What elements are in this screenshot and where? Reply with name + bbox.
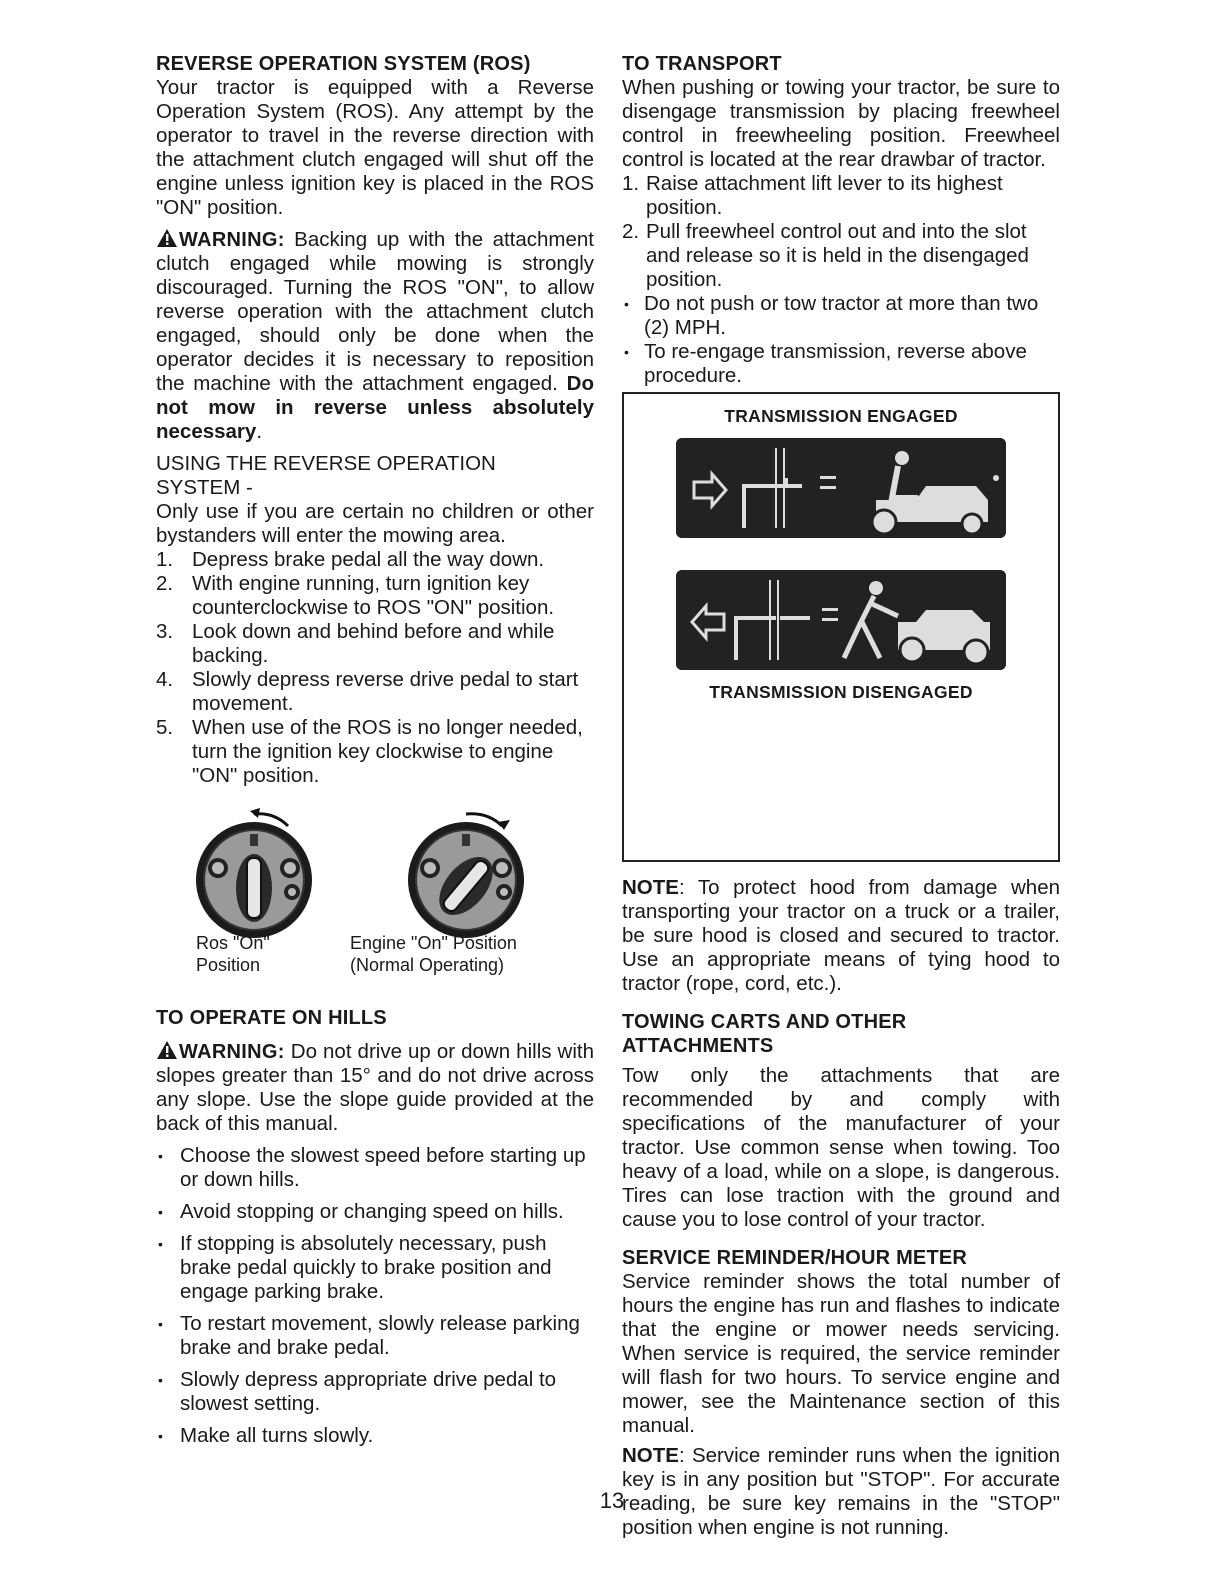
ros-intro: Your tractor is equipped with a Reverse Operation System (ROS). Any attempt by the operator to travel in the reverse direction with the attachment clutch engaged will shut off the engine unless ignition key is placed in the ROS "ON" position. — [156, 76, 594, 219]
caption-ros-on: Ros "On" Position — [196, 933, 270, 975]
list-item: • Make all turns slowly. — [156, 1424, 594, 1448]
ros-warning — [156, 228, 594, 444]
transport-intro: When pushing or towing your tractor, be sure to disengage transmission by placing freewheel control in freewheeling position. Freewheel control is located at the rear drawbar of tractor. — [622, 76, 1060, 171]
using-ros-heading: USING THE REVERSE OPERATION SYSTEM - — [156, 452, 496, 499]
service-heading: SERVICE REMINDER/HOUR METER — [622, 1247, 968, 1269]
right-column — [622, 52, 1060, 1540]
note-label: NOTE — [622, 876, 679, 899]
list-item: • To restart movement, slowly release parking brake and brake pedal. — [156, 1312, 594, 1360]
hills-warning-text: Do not drive up or down hills with slopes greater than 15° and do not drive across any slope. Use the slope guide provided at the back of this manual. — [156, 1040, 594, 1135]
diagram-top-label: TRANSMISSION ENGAGED — [724, 406, 958, 426]
list-item: • Avoid stopping or changing speed on hills. — [156, 1200, 594, 1224]
transport-bullets — [622, 292, 1060, 388]
list-item: 1. Raise attachment lift lever to its highest position. — [622, 172, 1003, 219]
list-item: • If stopping is absolutely necessary, push brake pedal quickly to brake position and engage parking brake. — [156, 1232, 594, 1304]
ignition-figure — [156, 802, 594, 982]
ros-heading: REVERSE OPERATION SYSTEM (ROS) — [156, 53, 531, 75]
towing-heading: TOWING CARTS AND OTHER ATTACHMENTS — [622, 1011, 907, 1057]
caption-engine-on: Engine "On" Position (Normal Operating) — [350, 933, 517, 975]
note-text: : To protect hood from damage when transporting your tractor on a truck or a trailer, be sure hood is closed and secured to tractor. Use an appropriate means of tying hood to tractor (rope, cord, etc.). — [622, 876, 1060, 995]
list-item: • Do not push or tow tractor at more than two (2) MPH. — [622, 292, 1060, 340]
list-item: • Choose the slowest speed before starting up or down hills. — [156, 1144, 594, 1192]
list-item: 1. Depress brake pedal all the way down. — [156, 548, 545, 571]
using-ros-intro: Only use if you are certain no children or other bystanders will enter the mowing area. — [156, 500, 594, 547]
warning-triangle-icon — [156, 228, 178, 248]
ignition-engine-on-illustration — [400, 808, 540, 938]
ros-warning-label: WARNING: — [179, 229, 285, 251]
list-item: 2. Pull freewheel control out and into the slot and release so it is held in the disengaged position. — [622, 220, 1029, 291]
transmission-engaged-illustration — [676, 438, 1006, 538]
ignition-ros-on-illustration — [192, 808, 318, 938]
list-item: • To re-engage transmission, reverse above procedure. — [622, 340, 1060, 388]
ros-steps — [156, 548, 594, 788]
transport-steps — [622, 172, 1060, 292]
list-item: 3. Look down and behind before and while backing. — [156, 620, 555, 667]
left-column — [156, 52, 594, 1448]
transport-heading: TO TRANSPORT — [622, 53, 782, 75]
hills-warning — [156, 1040, 594, 1136]
hills-heading: TO OPERATE ON HILLS — [156, 1007, 387, 1029]
note-text: : Service reminder runs when the ignition key is in any position but "STOP". For accurate reading, be sure key remains in the "STOP" position when engine is not running. — [622, 1444, 1060, 1539]
list-item: • Slowly depress appropriate drive pedal to slowest setting. — [156, 1368, 594, 1416]
transmission-diagram — [622, 392, 1060, 862]
list-item: 4. Slowly depress reverse drive pedal to start movement. — [156, 668, 579, 715]
list-item: 2. With engine running, turn ignition key counterclockwise to ROS "ON" position. — [156, 572, 555, 619]
list-item: 5. When use of the ROS is no longer needed, turn the ignition key clockwise to engine "ON" position. — [156, 716, 583, 787]
transmission-disengaged-illustration — [676, 570, 1006, 670]
page-number: 13 — [599, 1488, 625, 1513]
hills-bullets — [156, 1144, 594, 1448]
ros-warning-end: . — [256, 420, 263, 443]
transport-note — [622, 876, 1060, 996]
diagram-bottom-label: TRANSMISSION DISENGAGED — [709, 682, 973, 702]
ros-warning-bold: Do not mow in reverse unless absolutely necessary — [156, 372, 594, 443]
warning-triangle-icon — [156, 1040, 178, 1060]
note-label: NOTE — [622, 1444, 679, 1467]
ros-warning-text: Backing up with the attachment clutch engaged while mowing is strongly discouraged. Turning the ROS "ON", to allow reverse operation with the attachment clutch engaged, should only be done when the operator decides it is necessary to reposition the machine with the attachment engaged. — [156, 228, 594, 395]
towing-text: Tow only the attachments that are recommended by and comply with specifications of the manufacturer of your tractor. Use common sense when towing. Too heavy of a load, while on a slope, is dangerous. Tires can lose traction with the ground and cause you to lose control of your tractor. — [622, 1064, 1060, 1231]
hills-warning-label: WARNING: — [179, 1041, 285, 1063]
service-text: Service reminder shows the total number of hours the engine has run and flashes to indicate that the engine or mower needs servicing. When service is required, the service reminder will flash for two hours. To service engine and mower, see the Maintenance section of this manual. — [622, 1270, 1060, 1437]
